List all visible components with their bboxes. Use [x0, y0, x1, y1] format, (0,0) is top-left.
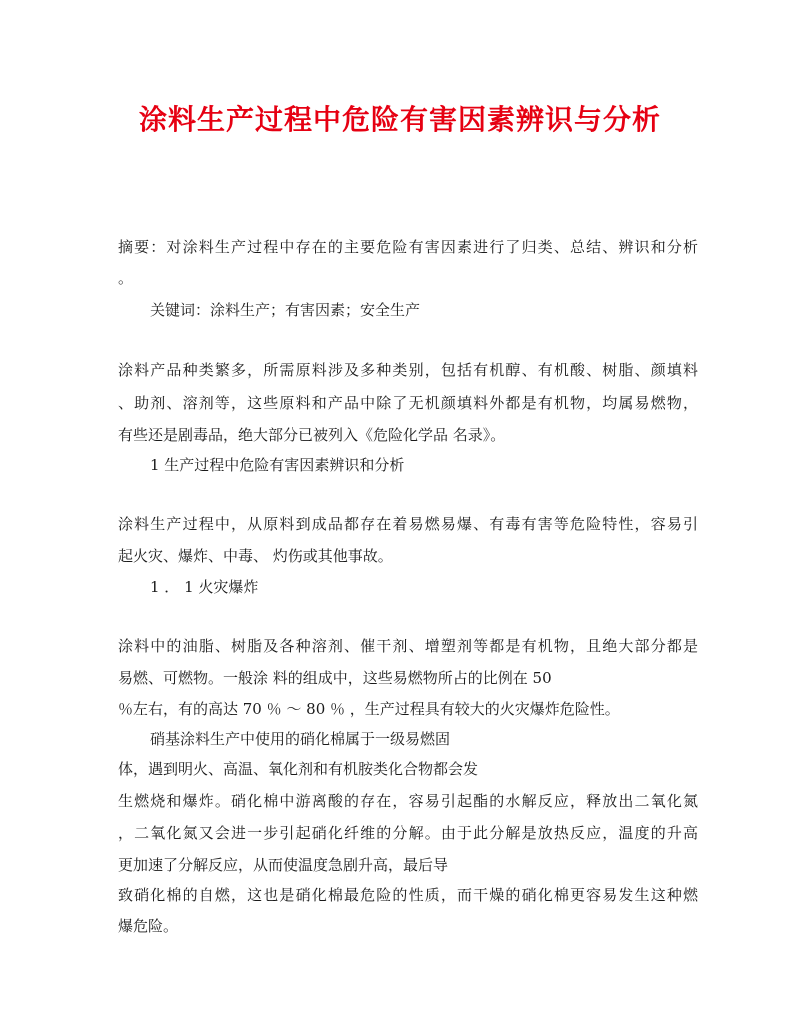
- nitro-line-2: 体，遇到明火、高温、氧化剂和有机胺类化合物都会发: [118, 760, 479, 778]
- fire-line-2: 易燃、可燃物。一般涂 料的组成中，这些易燃物所占的比例在 50: [118, 669, 552, 687]
- intro-line-3: 有些还是剧毒品，绝大部分已被列入《危险化学品 名录》。: [118, 426, 506, 444]
- section-heading-1: 1 生产过程中危险有害因素辨识和分析: [150, 456, 405, 474]
- fire-line-3: ％左右，有的高达 70 ％ ～ 80 ％ ，生产过程具有较大的火灾爆炸危险性。: [118, 700, 620, 718]
- nitro-line-1: 硝基涂料生产中使用的硝化棉属于一级易燃固: [150, 730, 451, 748]
- section1-line-2: 起火灾、爆炸、中毒、 灼伤或其他事故。: [118, 547, 393, 565]
- section1-line-1: 涂料生产过程中，从原料到成品都存在着易燃易爆、有毒有害等危险特性，容易引: [118, 515, 698, 533]
- fire-line-1: 涂料中的油脂、树脂及各种溶剂、催干剂、增塑剂等都是有机物，且绝大部分都是: [118, 637, 698, 655]
- nitro-line-6: 致硝化棉的自燃，这也是硝化棉最危险的性质，而干燥的硝化棉更容易发生这种燃: [118, 886, 698, 904]
- keywords-line: 关键词：涂料生产；有害因素；安全生产: [150, 301, 421, 319]
- nitro-line-3: 生燃烧和爆炸。硝化棉中游离酸的存在，容易引起酯的水解反应，释放出二氧化氮: [118, 792, 698, 810]
- nitro-line-7: 爆危险。: [118, 917, 179, 935]
- abstract-line-1: 摘要：对涂料生产过程中存在的主要危险有害因素进行了归类、总结、辨识和分析: [118, 238, 698, 256]
- nitro-line-5: 更加速了分解反应，从而使温度急剧升高，最后导: [118, 856, 449, 874]
- intro-line-1: 涂料产品种类繁多，所需原料涉及多种类别，包括有机醇、有机酸、树脂、颜填料: [118, 361, 698, 379]
- section-heading-1-1: 1 ． 1 火灾爆炸: [150, 578, 259, 596]
- nitro-line-4: ，二氧化氮又会进一步引起硝化纤维的分解。由于此分解是放热反应，温度的升高: [118, 824, 698, 842]
- intro-line-2: 、助剂、溶剂等，这些原料和产品中除了无机颜填料外都是有机物，均属易燃物，: [118, 394, 698, 412]
- document-title: 涂料生产过程中危险有害因素辨识与分析: [138, 103, 661, 136]
- abstract-line-2: 。: [118, 269, 134, 287]
